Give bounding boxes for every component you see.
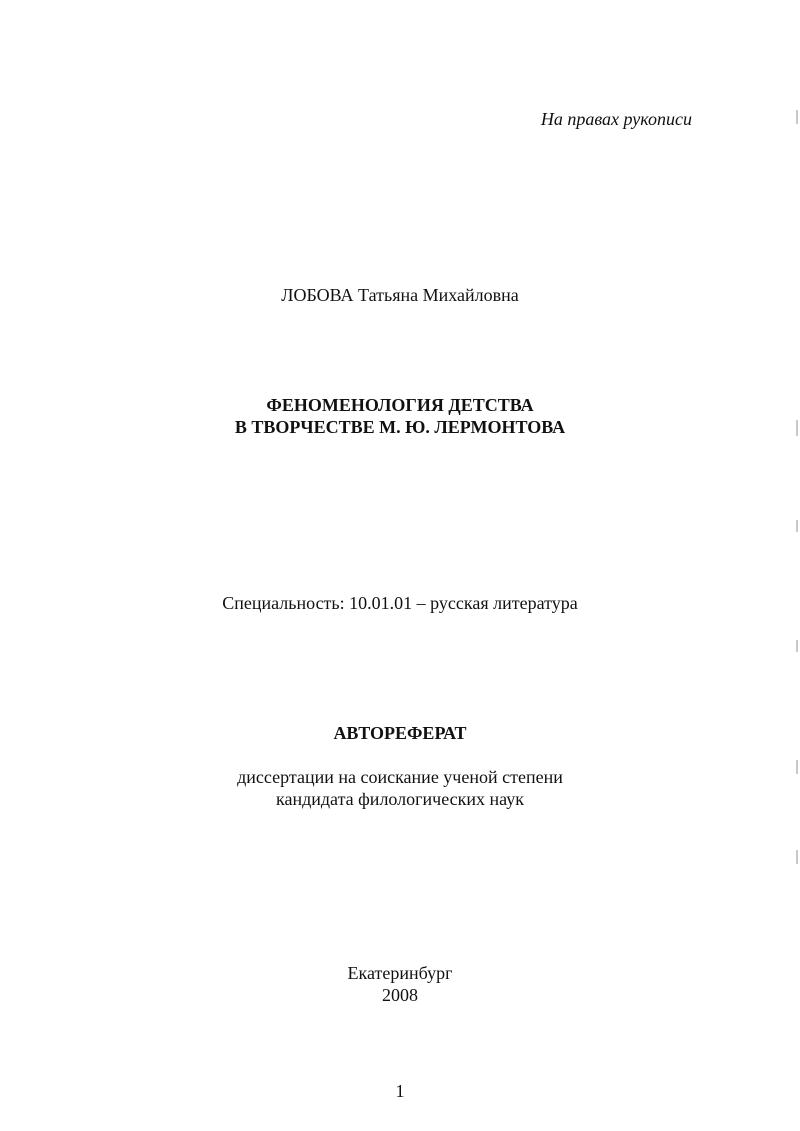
scan-artifact [796, 850, 798, 864]
description-line-2: кандидата филологических наук [276, 789, 524, 809]
scan-artifact [796, 640, 798, 652]
scan-artifact [796, 110, 798, 124]
scan-artifact [796, 520, 798, 532]
page-number: 1 [395, 1081, 405, 1101]
title-line-2: В ТВОРЧЕСТВЕ М. Ю. ЛЕРМОНТОВА [234, 417, 566, 437]
scan-artifact [796, 760, 798, 774]
scan-artifact [796, 420, 798, 436]
rights-note: На правах рукописи [540, 109, 692, 129]
author-name: ЛОБОВА Татьяна Михайловна [281, 285, 519, 305]
specialty-line: Специальность: 10.01.01 – русская литература [222, 593, 578, 613]
year: 2008 [382, 985, 418, 1005]
title-line-1: ФЕНОМЕНОЛОГИЯ ДЕТСТВА [266, 395, 534, 415]
description-line-1: диссертации на соискание ученой степени [237, 767, 563, 787]
document-type: АВТОРЕФЕРАТ [333, 723, 467, 743]
place-name: Екатеринбург [347, 963, 453, 983]
